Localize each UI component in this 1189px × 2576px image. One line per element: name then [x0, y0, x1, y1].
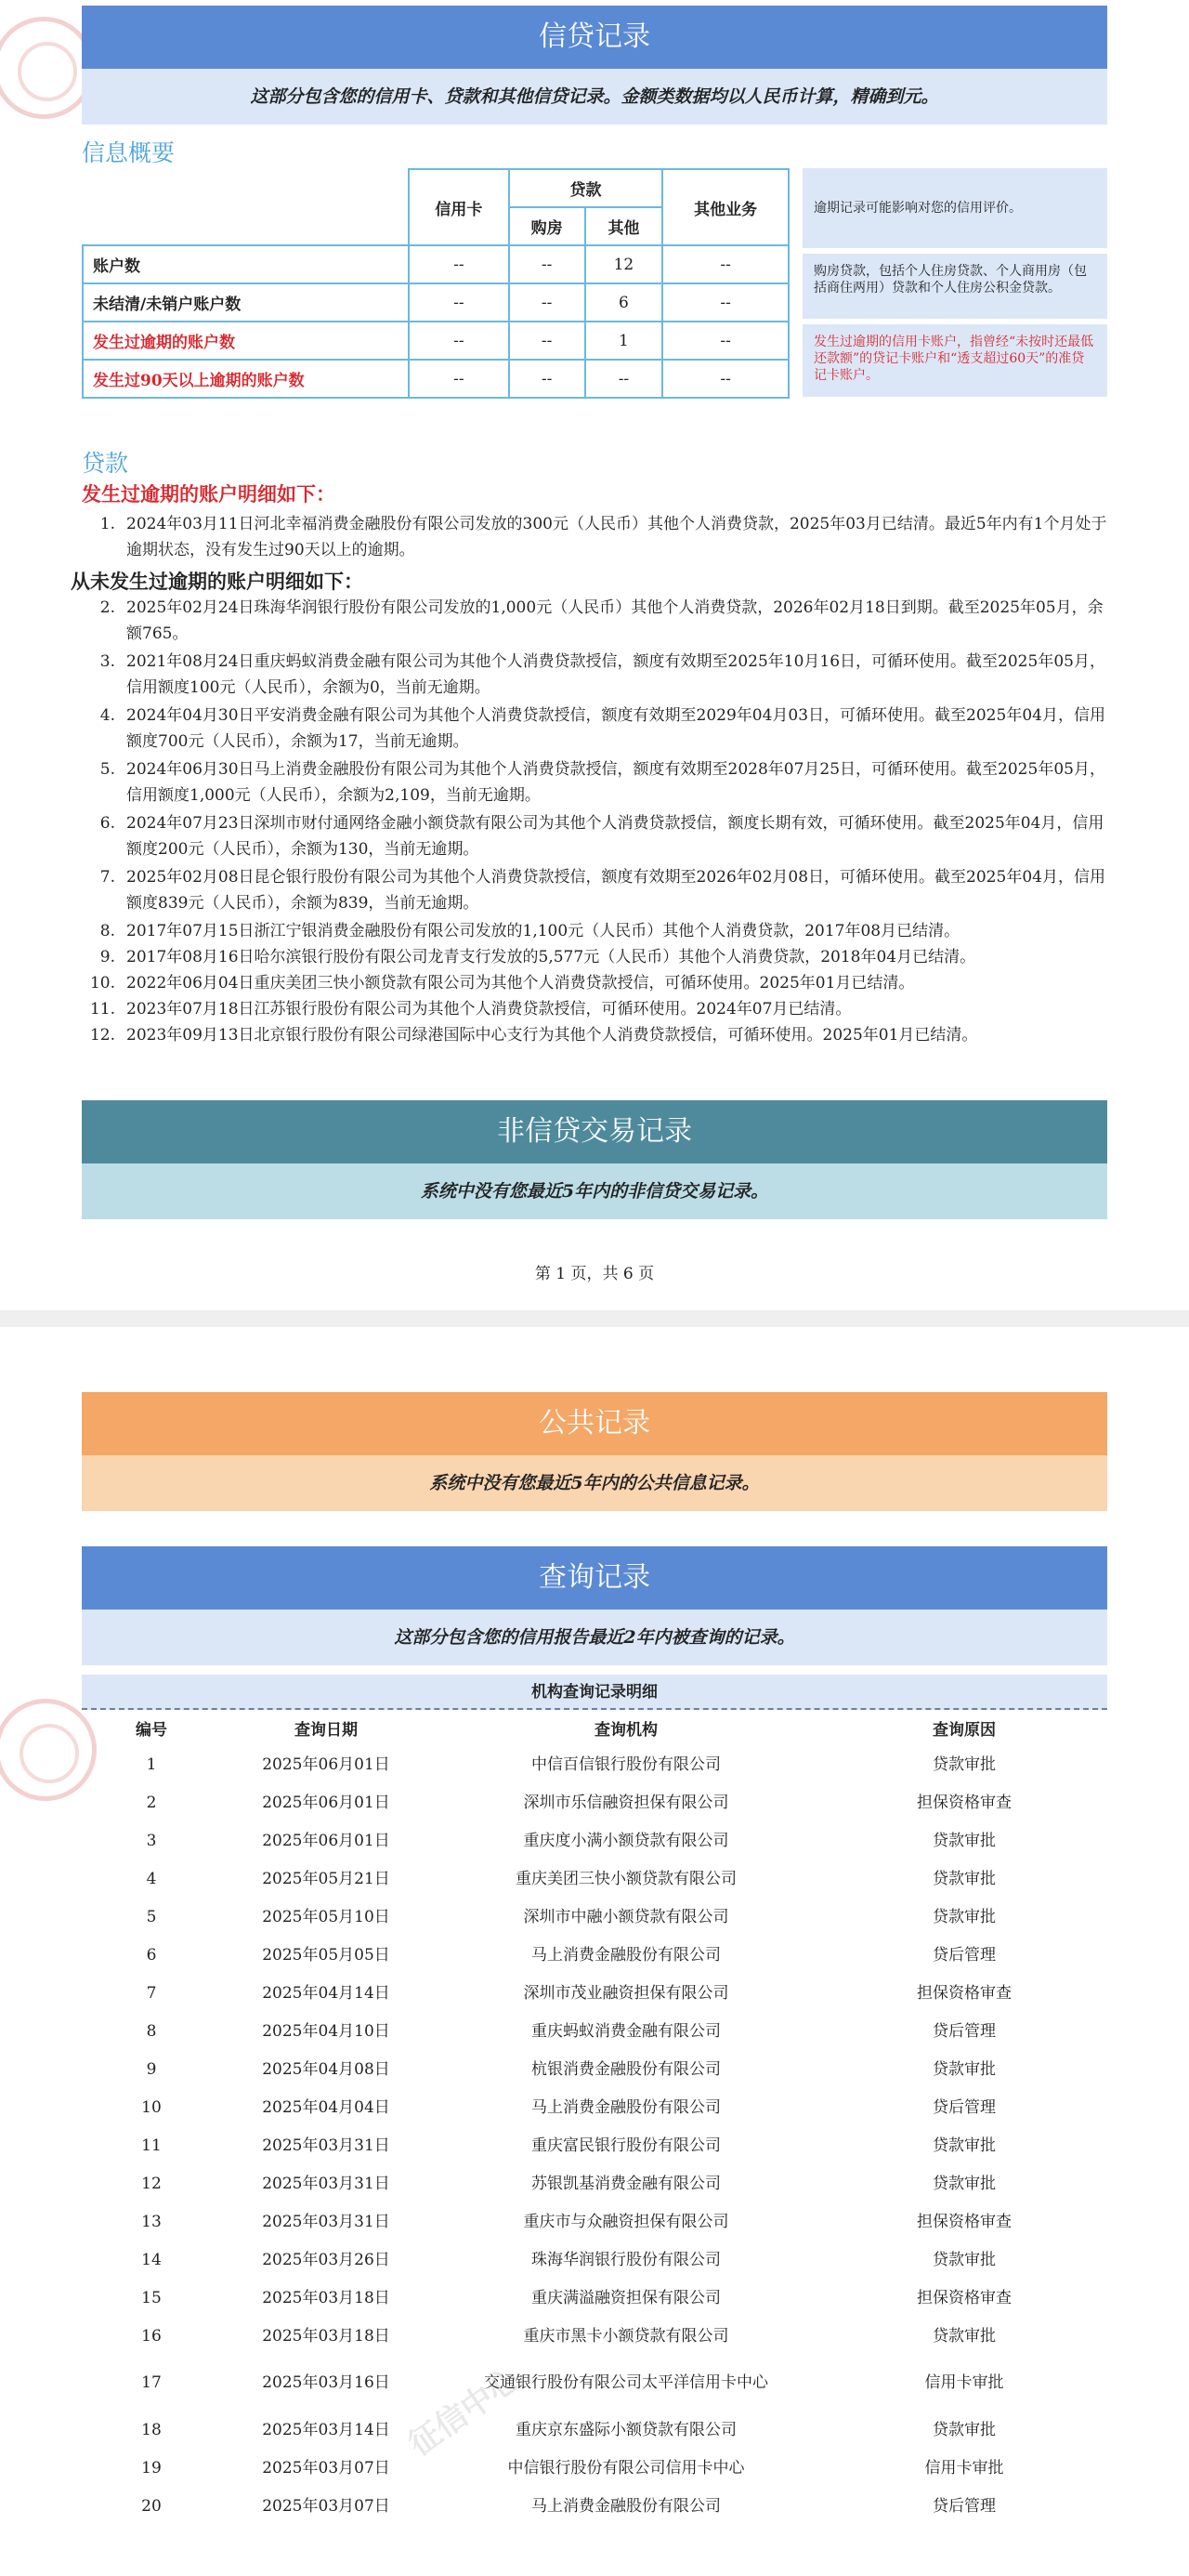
query-institution: 重庆富民银行股份有限公司	[531, 2136, 721, 2155]
cell: --	[409, 322, 509, 360]
cell: 6	[585, 283, 663, 322]
table-row	[82, 2050, 1107, 2088]
loan-item: 1. 2024年03月11日河北幸福消费金融股份有限公司发放的300元（人民币）其他个人消费贷款，2025年03月已结清。最近5年内有1个月处于逾期状态，没有发生过90天以上的逾期。	[99, 515, 1107, 559]
cell: --	[509, 322, 585, 360]
query-reason: 贷款审批	[933, 1907, 996, 1926]
cell: --	[509, 283, 585, 322]
overview-title: 信息概要	[82, 139, 176, 166]
cell: --	[409, 283, 509, 322]
query-number: 19	[141, 2458, 162, 2477]
query-date: 2025年04月04日	[262, 2097, 390, 2117]
noncredit-section	[82, 1100, 1107, 1219]
loan-item: 3. 2021年08月24日重庆蚂蚁消费金融有限公司为其他个人消费贷款授信，额度有效期至2025年10月16日，可循环使用。截至2025年05月，信用额度100元（人民币），余额为0，当前无逾期。	[99, 652, 1105, 697]
col-credit-card: 信用卡	[409, 169, 509, 245]
query-reason: 信用卡审批	[924, 2373, 1004, 2392]
page-number: 第 1 页，共 6 页	[534, 1265, 655, 1283]
cell: --	[662, 322, 789, 360]
query-number: 5	[146, 1907, 157, 1926]
query-date: 2025年06月01日	[262, 1831, 390, 1850]
query-table-body	[82, 1745, 1107, 2525]
query-date: 2025年05月05日	[262, 1945, 390, 1965]
table-row	[82, 2088, 1107, 2126]
query-institution: 深圳市乐信融资担保有限公司	[523, 1793, 729, 1812]
query-number: 20	[141, 2496, 162, 2516]
query-date: 2025年05月21日	[262, 1869, 390, 1888]
query-date: 2025年03月31日	[262, 2174, 390, 2193]
loan-item: 5. 2024年06月30日马上消费金融股份有限公司为其他个人消费贷款授信，额度有效期至2028年07月25日，可循环使用。截至2025年05月，信用额度1,000元（人民币），余额为2,109，当前无逾期。	[99, 760, 1105, 805]
query-date: 2025年03月26日	[262, 2250, 390, 2269]
query-date: 2025年03月07日	[262, 2496, 390, 2516]
query-institution: 重庆京东盛际小额贷款有限公司	[516, 2420, 737, 2439]
table-row	[82, 2487, 1107, 2525]
query-number: 13	[141, 2212, 162, 2231]
col-other-loan: 其他	[585, 207, 663, 245]
query-number: 6	[146, 1945, 157, 1965]
query-institution: 中信银行股份有限公司信用卡中心	[507, 2458, 745, 2477]
query-institution: 珠海华润银行股份有限公司	[531, 2250, 721, 2269]
query-number: 16	[141, 2326, 162, 2346]
table-row	[82, 2126, 1107, 2164]
table-row	[82, 1860, 1107, 1898]
cell: --	[585, 360, 663, 398]
row-label: 发生过逾期的账户数	[83, 322, 409, 360]
col-loan: 贷款	[509, 169, 663, 207]
query-institution: 马上消费金融股份有限公司	[531, 2496, 721, 2516]
overview-corner	[83, 169, 409, 245]
table-row	[82, 2164, 1107, 2202]
query-detail-title: 机构查询记录明细	[82, 1675, 1107, 1710]
overdue-accounts-title: 发生过逾期的账户明细如下：	[82, 482, 335, 506]
note-house-loan: 购房贷款，包括个人住房贷款、个人商用房（包括商住两用）贷款和个人住房公积金贷款。	[803, 254, 1107, 319]
query-number: 17	[141, 2373, 162, 2392]
cell: 12	[585, 245, 663, 283]
query-reason: 担保资格审查	[917, 2288, 1012, 2307]
table-row	[82, 1936, 1107, 1974]
query-reason: 贷款审批	[933, 1755, 996, 1774]
query-institution: 中信百信银行股份有限公司	[531, 1755, 721, 1774]
query-number: 12	[141, 2174, 162, 2193]
table-row	[82, 2279, 1107, 2317]
query-date: 2025年04月08日	[262, 2059, 390, 2079]
query-date: 2025年03月31日	[262, 2212, 390, 2231]
query-date: 2025年04月10日	[262, 2021, 390, 2041]
table-row	[82, 2012, 1107, 2050]
overview-table	[82, 168, 790, 399]
query-institution: 重庆蚂蚁消费金融有限公司	[531, 2021, 721, 2041]
overview-row	[83, 283, 789, 322]
query-reason: 信用卡审批	[924, 2458, 1004, 2477]
table-row	[82, 2355, 1107, 2411]
row-label: 账户数	[83, 245, 409, 283]
public-section-subtitle: 系统中没有您最近5年内的公共信息记录。	[82, 1455, 1107, 1511]
col-house-loan: 购房	[509, 207, 585, 245]
cell: --	[662, 245, 789, 283]
loan-item: 2. 2025年02月24日珠海华润银行股份有限公司发放的1,000元（人民币）其他个人消费贷款，2026年02月18日到期。截至2025年05月，余额765。	[99, 598, 1104, 643]
table-row	[82, 2202, 1107, 2241]
credit-section-subtitle: 这部分包含您的信用卡、贷款和其他信贷记录。金额类数据均以人民币计算，精确到元。	[82, 69, 1107, 125]
loan-item: 9. 2017年08月16日哈尔滨银行股份有限公司龙青支行发放的5,577元（人民币）其他个人消费贷款，2018年04月已结清。	[99, 948, 976, 966]
cell: 1	[585, 322, 663, 360]
query-section-title: 查询记录	[82, 1546, 1107, 1610]
report-page-2	[0, 1327, 1189, 2576]
loan-item: 12. 2023年09月13日北京银行股份有限公司绿港国际中心支行为其他个人消费贷款授信，可循环使用。2025年01月已结清。	[89, 1026, 978, 1045]
table-row	[82, 1745, 1107, 1783]
loan-item: 11. 2023年07月18日江苏银行股份有限公司为其他个人消费贷款授信，可循环使用。2024年07月已结清。	[89, 1000, 852, 1019]
query-number: 2	[146, 1793, 157, 1812]
query-institution: 重庆度小满小额贷款有限公司	[523, 1831, 729, 1850]
query-reason: 贷款审批	[933, 2174, 996, 2193]
table-row	[82, 2317, 1107, 2355]
query-institution: 重庆市黑卡小额贷款有限公司	[523, 2326, 729, 2346]
loan-item: 6. 2024年07月23日深圳市财付通网络金融小额贷款有限公司为其他个人消费贷款授信，额度长期有效，可循环使用。截至2025年04月，信用额度200元（人民币），余额为130，当前无逾期。	[99, 814, 1104, 859]
query-number: 8	[146, 2021, 157, 2041]
row-label: 发生过90天以上逾期的账户数	[83, 360, 409, 398]
query-reason: 贷款审批	[933, 2420, 996, 2439]
col-query-date: 查询日期	[294, 1720, 358, 1740]
table-row	[82, 2449, 1107, 2487]
loan-item: 7. 2025年02月08日昆仑银行股份有限公司为其他个人消费贷款授信，额度有效期至2026年02月08日，可循环使用。截至2025年04月，信用额度839元（人民币），余额为839，当前无逾期。	[99, 868, 1105, 913]
table-row	[82, 1783, 1107, 1821]
query-number: 9	[146, 2059, 157, 2079]
loan-title: 贷款	[82, 450, 129, 477]
query-institution: 杭银消费金融股份有限公司	[531, 2059, 721, 2079]
query-institution: 交通银行股份有限公司太平洋信用卡中心	[484, 2373, 768, 2392]
query-institution: 深圳市中融小额贷款有限公司	[523, 1907, 729, 1926]
table-row	[82, 1821, 1107, 1860]
note-overdue-card: 发生过逾期的信用卡账户，指曾经“未按时还最低还款额”的贷记卡账户和“透支超过60天”的准贷记卡账户。	[803, 324, 1107, 397]
query-reason: 贷后管理	[933, 2496, 996, 2516]
table-row	[82, 2241, 1107, 2279]
query-institution: 重庆美团三快小额贷款有限公司	[516, 1869, 737, 1888]
query-date: 2025年03月16日	[262, 2373, 390, 2392]
table-row	[82, 1974, 1107, 2012]
query-number: 10	[141, 2097, 162, 2117]
query-number: 1	[146, 1755, 157, 1774]
query-institution: 深圳市茂业融资担保有限公司	[523, 1983, 729, 2003]
query-institution: 重庆满溢融资担保有限公司	[531, 2288, 721, 2307]
query-reason: 贷后管理	[933, 1945, 996, 1965]
public-section	[82, 1392, 1107, 1511]
loan-item: 4. 2024年04月30日平安消费金融有限公司为其他个人消费贷款授信，额度有效期至2029年04月03日，可循环使用。截至2025年04月，信用额度700元（人民币），余额为17，当前无逾期。	[99, 706, 1105, 751]
query-number: 4	[146, 1869, 157, 1888]
query-reason: 贷款审批	[933, 2059, 996, 2079]
cell: --	[409, 245, 509, 283]
col-institution: 查询机构	[594, 1720, 658, 1740]
col-reason: 查询原因	[933, 1720, 996, 1740]
query-number: 7	[146, 1983, 157, 2003]
col-other-business: 其他业务	[662, 169, 789, 245]
row-label: 未结清/未销户账户数	[83, 283, 409, 322]
query-date: 2025年03月31日	[262, 2136, 390, 2155]
query-reason: 贷款审批	[933, 1869, 996, 1888]
query-reason: 贷款审批	[933, 2250, 996, 2269]
noncredit-section-title: 非信贷交易记录	[82, 1100, 1107, 1163]
table-row	[82, 2411, 1107, 2449]
query-reason: 贷后管理	[933, 2097, 996, 2117]
credit-section	[82, 6, 1107, 125]
query-date: 2025年06月01日	[262, 1793, 390, 1812]
query-date: 2025年03月18日	[262, 2326, 390, 2346]
note-overdue-impact: 逾期记录可能影响对您的信用评价。	[803, 168, 1107, 248]
public-section-title: 公共记录	[82, 1392, 1107, 1455]
col-number: 编号	[136, 1720, 167, 1740]
query-institution: 马上消费金融股份有限公司	[531, 2097, 721, 2117]
cell: --	[509, 245, 585, 283]
loan-item: 10. 2022年06月04日重庆美团三快小额贷款有限公司为其他个人消费贷款授信，可循环使用。2025年01月已结清。	[89, 974, 915, 992]
overview-row	[83, 360, 789, 398]
query-date: 2025年04月14日	[262, 1983, 390, 2003]
loan-item: 8. 2017年07月15日浙江宁银消费金融股份有限公司发放的1,100元（人民币）其他个人消费贷款，2017年08月已结清。	[99, 922, 960, 940]
query-table	[82, 1710, 1107, 2525]
query-section-subtitle: 这部分包含您的信用报告最近2年内被查询的记录。	[82, 1610, 1107, 1665]
query-reason: 贷后管理	[933, 2021, 996, 2041]
query-date: 2025年03月18日	[262, 2288, 390, 2307]
query-reason: 担保资格审查	[917, 2212, 1012, 2231]
credit-section-title: 信贷记录	[82, 6, 1107, 69]
query-reason: 贷款审批	[933, 1831, 996, 1850]
table-row	[82, 1898, 1107, 1936]
query-date: 2025年06月01日	[262, 1755, 390, 1774]
query-number: 15	[141, 2288, 162, 2307]
cell: --	[662, 360, 789, 398]
watermark-seal-logo: 征信中心	[401, 2359, 528, 2464]
query-institution: 苏银凯基消费金融有限公司	[531, 2174, 721, 2193]
query-date: 2025年05月10日	[262, 1907, 390, 1926]
cell: --	[662, 283, 789, 322]
query-section	[82, 1546, 1107, 2525]
overview-row	[83, 245, 789, 283]
overview-notes	[803, 168, 1107, 402]
query-number: 18	[141, 2420, 162, 2439]
query-number: 11	[141, 2136, 162, 2155]
query-institution: 马上消费金融股份有限公司	[531, 1945, 721, 1965]
query-reason: 担保资格审查	[917, 1983, 1012, 2003]
overview-row	[83, 322, 789, 360]
cell: --	[509, 360, 585, 398]
query-number: 3	[146, 1831, 157, 1850]
query-reason: 担保资格审查	[917, 1793, 1012, 1812]
query-date: 2025年03月14日	[262, 2420, 390, 2439]
seal-stamp	[0, 17, 95, 119]
query-date: 2025年03月07日	[262, 2458, 390, 2477]
query-reason: 贷款审批	[933, 2326, 996, 2346]
query-reason: 贷款审批	[933, 2136, 996, 2155]
query-institution: 重庆市与众融资担保有限公司	[523, 2212, 729, 2231]
noncredit-section-subtitle: 系统中没有您最近5年内的非信贷交易记录。	[82, 1163, 1107, 1219]
cell: --	[409, 360, 509, 398]
normal-accounts-title: 从未发生过逾期的账户明细如下：	[71, 570, 363, 593]
query-number: 14	[141, 2250, 162, 2269]
page-separator	[0, 1310, 1189, 1327]
